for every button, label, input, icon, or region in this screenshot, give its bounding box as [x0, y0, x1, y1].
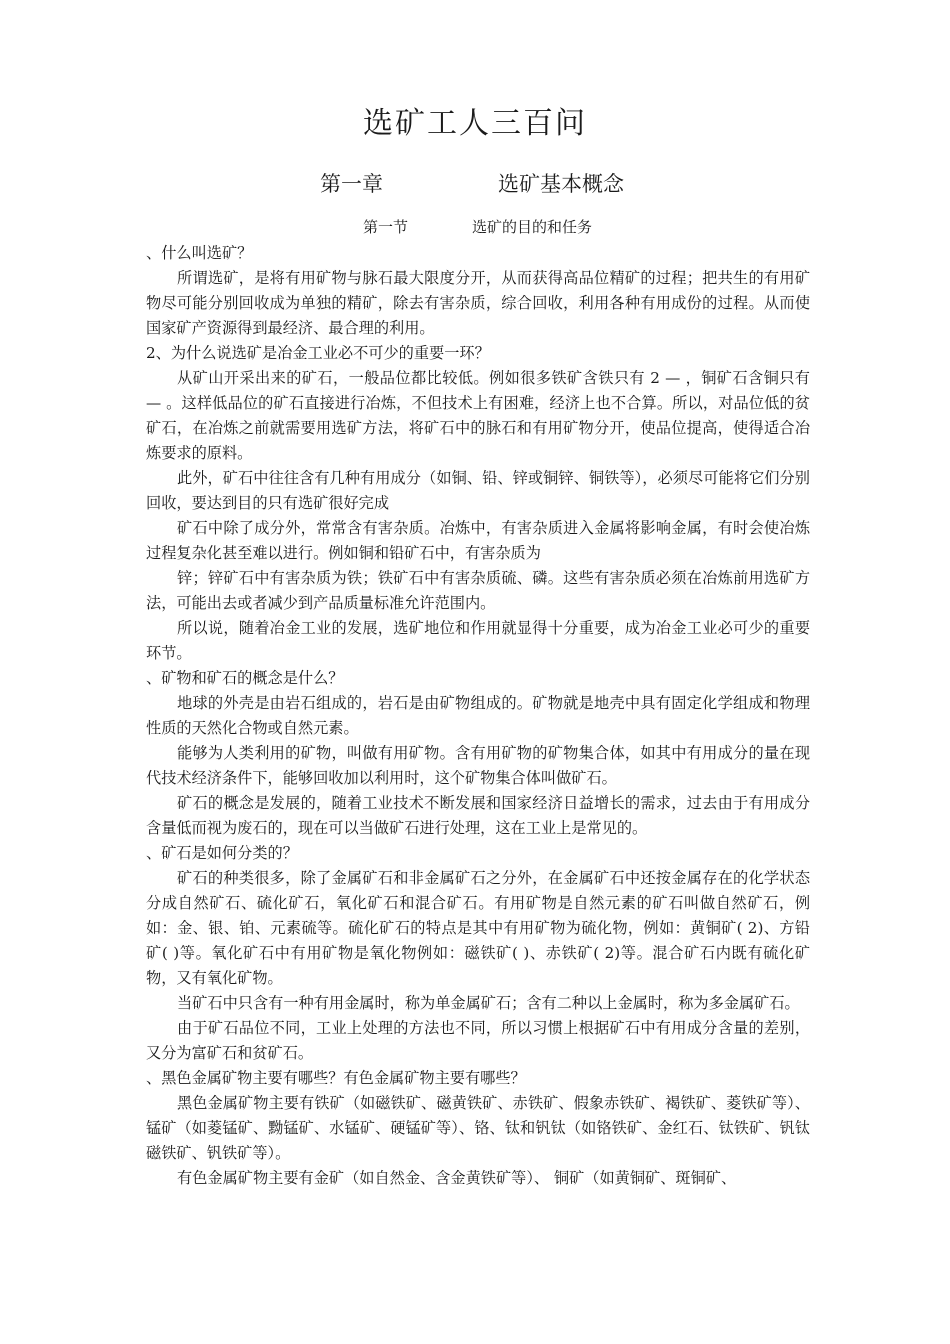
question-heading: 、矿石是如何分类的？	[146, 844, 298, 862]
body-paragraph: 矿石的种类很多，除了金属矿石和非金属矿石之分外，在金属矿石中还按金属存在的化学状态分成自然矿石、硫化矿石，氧化矿石和混合矿石。有用矿物是自然元素的矿石叫做自然矿石，例如：金、银、铂、元素硫等。硫化矿石的特点是其中有用矿物为硫化物，例如：黄铜矿( 2)、方铅矿( )等。氧化矿石中有用矿物是氧化物例如：磁铁矿( )、赤铁矿( 2)等。混合矿石内既有硫化矿物，又有氧化矿物。	[146, 869, 810, 987]
body-paragraph: 矿石中除了成分外，常常含有害杂质。冶炼中，有害杂质进入金属将影响金属，有时会使冶炼过程复杂化甚至难以进行。例如铜和铅矿石中，有害杂质为	[146, 519, 810, 562]
body-paragraph: 有色金属矿物主要有金矿（如自然金、含金黄铁矿等）、 铜矿（如黄铜矿、斑铜矿、	[177, 1169, 737, 1187]
body-paragraph: 当矿石中只含有一种有用金属时，称为单金属矿石；含有二种以上金属时，称为多金属矿石。	[177, 994, 800, 1012]
body-paragraph: 从矿山开采出来的矿石，一般品位都比较低。例如很多铁矿含铁只有 2 — ，铜矿石含铜只有 — 。这样低品位的矿石直接进行冶炼，不但技术上有困难，经济上也不合算。所以，对品位低的贫矿石，在冶炼之前就需要用选矿方法，将矿石中的脉石和有用矿物分开，使品位提高，使得适合冶炼要求的原料。	[146, 369, 810, 462]
body-paragraph: 锌；锌矿石中有害杂质为铁；铁矿石中有害杂质硫、磷。这些有害杂质必须在冶炼前用选矿方法，可能出去或者减少到产品质量标准允许范围内。	[146, 569, 810, 612]
body-paragraph: 能够为人类利用的矿物，叫做有用矿物。含有用矿物的矿物集合体，如其中有用成分的量在现代技术经济条件下，能够回收加以利用时，这个矿物集合体叫做矿石。	[146, 744, 810, 787]
body-paragraph: 地球的外壳是由岩石组成的，岩石是由矿物组成的。矿物就是地壳中具有固定化学组成和物理性质的天然化合物或自然元素。	[146, 694, 810, 737]
question-heading: 2、为什么说选矿是冶金工业必不可少的重要一环？	[146, 344, 490, 362]
document-title: 选矿工人三百问	[363, 106, 587, 141]
section-number: 第一节	[363, 218, 409, 236]
question-heading: 、什么叫选矿？	[146, 244, 253, 262]
body-paragraph: 矿石的概念是发展的，随着工业技术不断发展和国家经济日益增长的需求，过去由于有用成分含量低而视为废石的，现在可以当做矿石进行处理，这在工业上是常见的。	[146, 794, 810, 837]
question-heading: 、矿物和矿石的概念是什么？	[146, 669, 344, 687]
body-paragraph: 由于矿石品位不同，工业上处理的方法也不同，所以习惯上根据矿石中有用成分含量的差别，又分为富矿石和贫矿石。	[146, 1019, 810, 1062]
chapter-title: 选矿基本概念	[498, 172, 624, 196]
question-heading: 、黑色金属矿物主要有哪些？有色金属矿物主要有哪些？	[146, 1069, 526, 1087]
chapter-number: 第一章	[320, 172, 383, 196]
body-paragraph: 所以说，随着冶金工业的发展，选矿地位和作用就显得十分重要，成为冶金工业必可少的重要环节。	[146, 619, 810, 662]
body-paragraph: 黑色金属矿物主要有铁矿（如磁铁矿、磁黄铁矿、赤铁矿、假象赤铁矿、褐铁矿、菱铁矿等）、 锰矿（如菱锰矿、黝锰矿、水锰矿、硬锰矿等）、铬、钛和钒钛（如铬铁矿、金红石、钛铁矿、钒钛磁铁矿、钒铁矿等）。	[146, 1094, 810, 1162]
section-title: 选矿的目的和任务	[472, 218, 593, 236]
document-body	[146, 241, 810, 1191]
body-paragraph: 此外，矿石中往往含有几种有用成分（如铜、铅、锌或铜锌、铜铁等），必须尽可能将它们分别回收，要达到目的只有选矿很好完成	[146, 469, 810, 512]
body-paragraph: 所谓选矿，是将有用矿物与脉石最大限度分开，从而获得高品位精矿的过程；把共生的有用矿物尽可能分别回收成为单独的精矿，除去有害杂质，综合回收，利用各种有用成份的过程。从而使国家矿产资源得到最经济、最合理的利用。	[146, 269, 810, 337]
